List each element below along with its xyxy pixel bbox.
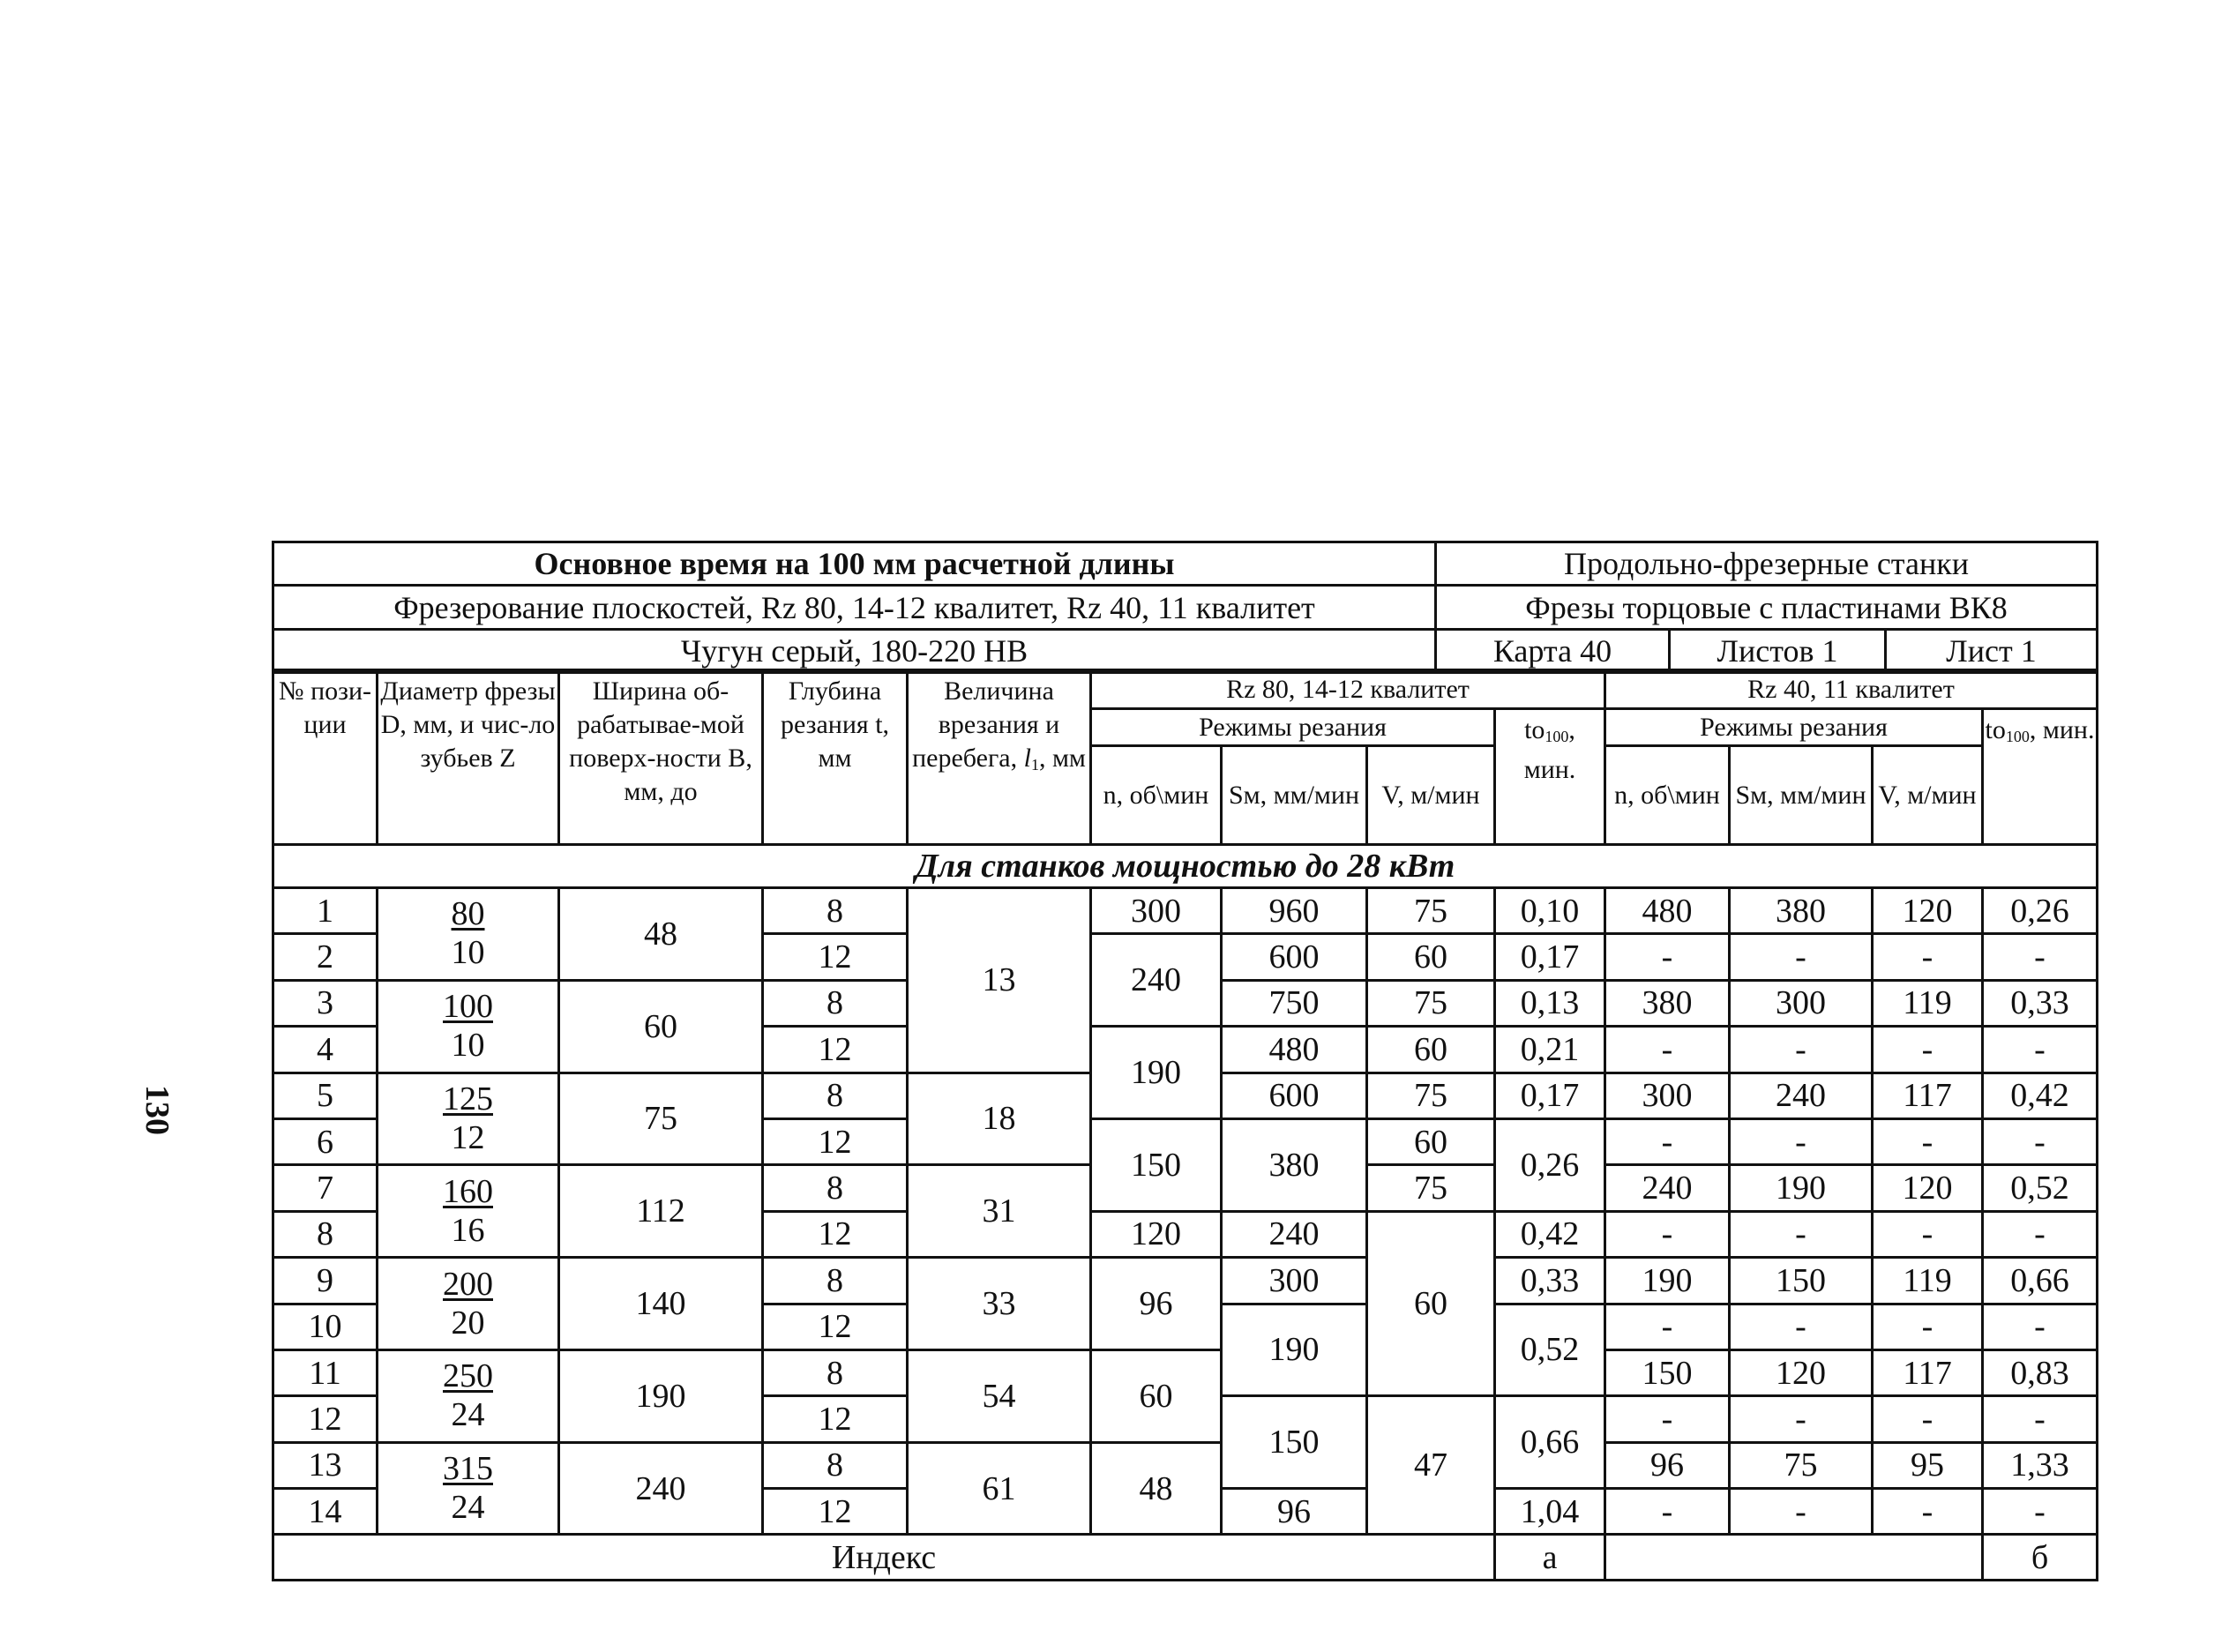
to-b-cell: -: [1983, 1211, 2098, 1257]
depth-cell: 8: [763, 1073, 908, 1118]
depth-cell: 8: [763, 888, 908, 934]
title-material: Чугун серый, 180-220 НВ: [273, 630, 1436, 673]
s-a-cell: 300: [1222, 1258, 1367, 1304]
s-b-cell: 75: [1730, 1442, 1873, 1488]
v-b-cell: -: [1873, 934, 1983, 980]
to-b-cell: 0,52: [1983, 1165, 2098, 1211]
n-b-cell: -: [1605, 934, 1730, 980]
modes-header-b: Режимы резания: [1605, 709, 1983, 746]
col-header-s-a: Sм, мм/мин: [1222, 746, 1367, 845]
diameter-cell: $\frac{160}{16}$: [378, 1165, 559, 1258]
width-cell: 190: [559, 1349, 763, 1442]
v-b-cell: -: [1873, 1027, 1983, 1073]
diameter-cell: $\frac{250}{24}$: [378, 1349, 559, 1442]
n-a-cell: 48: [1091, 1442, 1222, 1535]
cut-length-cell: 54: [908, 1349, 1091, 1442]
s-b-cell: 150: [1730, 1258, 1873, 1304]
col-header-n-a: n, об\мин: [1091, 746, 1222, 845]
n-b-cell: -: [1605, 1489, 1730, 1535]
sheets-total: Листов 1: [1670, 630, 1886, 673]
index-b: б: [1983, 1535, 2098, 1581]
pos-cell: 7: [273, 1165, 378, 1211]
page-number: 130: [138, 1085, 176, 1135]
v-b-cell: 119: [1873, 1258, 1983, 1304]
depth-cell: 12: [763, 934, 908, 980]
depth-cell: 8: [763, 1258, 908, 1304]
diameter-cell: $\frac{200}{20}$: [378, 1258, 559, 1350]
width-cell: 75: [559, 1073, 763, 1165]
s-b-cell: 190: [1730, 1165, 1873, 1211]
v-b-cell: 120: [1873, 1165, 1983, 1211]
diameter-cell: $\frac{100}{10}$: [378, 980, 559, 1073]
v-a-cell: 75: [1367, 888, 1495, 934]
v-a-cell: 75: [1367, 1165, 1495, 1211]
n-a-cell: 96: [1091, 1258, 1222, 1350]
s-a-cell: 600: [1222, 934, 1367, 980]
to-a-cell: 0,21: [1495, 1027, 1605, 1073]
n-b-cell: 96: [1605, 1442, 1730, 1488]
v-b-cell: 117: [1873, 1349, 1983, 1395]
width-cell: 112: [559, 1165, 763, 1258]
s-b-cell: -: [1730, 1118, 1873, 1164]
section-title: Для станков мощностью до 28 кВт: [273, 845, 2098, 888]
pos-cell: 5: [273, 1073, 378, 1118]
to-b-cell: 0,33: [1983, 980, 2098, 1026]
to-a-cell: 0,66: [1495, 1396, 1605, 1489]
col-header-width: Ширина об-рабатывае-мой поверх-ности В, мм, до: [559, 670, 763, 845]
to-a-cell: 0,13: [1495, 980, 1605, 1026]
modes-header-a: Режимы резания: [1091, 709, 1495, 746]
title-main: Основное время на 100 мм расчетной длины: [273, 542, 1436, 586]
index-label: Индекс: [273, 1535, 1495, 1581]
to-a-cell: 0,10: [1495, 888, 1605, 934]
to-a-cell: 0,17: [1495, 934, 1605, 980]
pos-cell: 8: [273, 1211, 378, 1257]
s-b-cell: 120: [1730, 1349, 1873, 1395]
depth-cell: 12: [763, 1027, 908, 1073]
depth-cell: 12: [763, 1396, 908, 1442]
n-b-cell: -: [1605, 1211, 1730, 1257]
col-header-cut-length: Величина врезания и перебега, $l_1$, мм: [908, 670, 1091, 845]
depth-cell: 12: [763, 1118, 908, 1164]
n-b-cell: 150: [1605, 1349, 1730, 1395]
col-header-to-a: $to_{100}$, мин.: [1495, 709, 1605, 845]
s-a-cell: 240: [1222, 1211, 1367, 1257]
n-a-cell: 240: [1091, 934, 1222, 1027]
cut-length-cell: 13: [908, 888, 1091, 1073]
to-b-cell: 0,42: [1983, 1073, 2098, 1118]
v-a-cell: 47: [1367, 1396, 1495, 1535]
col-header-n-b: n, об\мин: [1605, 746, 1730, 845]
s-b-cell: -: [1730, 1396, 1873, 1442]
index-empty: [1605, 1535, 1983, 1581]
v-b-cell: -: [1873, 1118, 1983, 1164]
s-a-cell: 750: [1222, 980, 1367, 1026]
to-a-cell: 0,42: [1495, 1211, 1605, 1257]
pos-cell: 14: [273, 1489, 378, 1535]
card-number: Карта 40: [1436, 630, 1670, 673]
sheet-number: Лист 1: [1886, 630, 2098, 673]
width-cell: 140: [559, 1258, 763, 1350]
to-b-cell: 0,66: [1983, 1258, 2098, 1304]
col-header-pos: № пози-ции: [273, 670, 378, 845]
col-header-to-b: $to_{100}$, мин.: [1983, 709, 2098, 845]
v-b-cell: 120: [1873, 888, 1983, 934]
col-header-diameter: Диаметр фрезы D, мм, и чис-ло зубьев Z: [378, 670, 559, 845]
tool-type: Фрезы торцовые с пластинами ВК8: [1436, 586, 2098, 630]
v-b-cell: -: [1873, 1304, 1983, 1349]
pos-cell: 4: [273, 1027, 378, 1073]
n-b-cell: -: [1605, 1304, 1730, 1349]
to-b-cell: -: [1983, 934, 2098, 980]
v-b-cell: -: [1873, 1489, 1983, 1535]
to-a-cell: 0,33: [1495, 1258, 1605, 1304]
depth-cell: 8: [763, 980, 908, 1026]
pos-cell: 11: [273, 1349, 378, 1395]
to-a-cell: 1,04: [1495, 1489, 1605, 1535]
n-a-cell: 300: [1091, 888, 1222, 934]
n-b-cell: 300: [1605, 1073, 1730, 1118]
depth-cell: 12: [763, 1489, 908, 1535]
n-b-cell: -: [1605, 1118, 1730, 1164]
n-b-cell: 480: [1605, 888, 1730, 934]
n-b-cell: 240: [1605, 1165, 1730, 1211]
s-a-cell: 380: [1222, 1118, 1367, 1211]
width-cell: 240: [559, 1442, 763, 1535]
v-b-cell: 117: [1873, 1073, 1983, 1118]
v-b-cell: -: [1873, 1211, 1983, 1257]
to-a-cell: 0,52: [1495, 1304, 1605, 1396]
s-a-cell: 960: [1222, 888, 1367, 934]
col-header-v-b: V, м/мин: [1873, 746, 1983, 845]
to-b-cell: 0,26: [1983, 888, 2098, 934]
to-b-cell: -: [1983, 1396, 2098, 1442]
pos-cell: 13: [273, 1442, 378, 1488]
title-operation: Фрезерование плоскостей, Rz 80, 14-12 квалитет, Rz 40, 11 квалитет: [273, 586, 1436, 630]
pos-cell: 2: [273, 934, 378, 980]
to-b-cell: -: [1983, 1027, 2098, 1073]
s-b-cell: -: [1730, 1027, 1873, 1073]
diameter-cell: $\frac{80}{10}$: [378, 888, 559, 981]
pos-cell: 1: [273, 888, 378, 934]
to-b-cell: 1,33: [1983, 1442, 2098, 1488]
to-b-cell: -: [1983, 1489, 2098, 1535]
diameter-cell: $\frac{125}{12}$: [378, 1073, 559, 1165]
s-a-cell: 150: [1222, 1396, 1367, 1489]
s-b-cell: -: [1730, 934, 1873, 980]
n-b-cell: 380: [1605, 980, 1730, 1026]
v-a-cell: 60: [1367, 934, 1495, 980]
width-cell: 60: [559, 980, 763, 1073]
depth-cell: 8: [763, 1442, 908, 1488]
to-b-cell: 0,83: [1983, 1349, 2098, 1395]
n-a-cell: 150: [1091, 1118, 1222, 1211]
n-b-cell: -: [1605, 1027, 1730, 1073]
v-a-cell: 60: [1367, 1118, 1495, 1164]
v-a-cell: 75: [1367, 1073, 1495, 1118]
v-b-cell: 95: [1873, 1442, 1983, 1488]
v-b-cell: 119: [1873, 980, 1983, 1026]
n-a-cell: 60: [1091, 1349, 1222, 1442]
depth-cell: 8: [763, 1349, 908, 1395]
s-a-cell: 96: [1222, 1489, 1367, 1535]
pos-cell: 10: [273, 1304, 378, 1349]
n-a-cell: 190: [1091, 1027, 1222, 1119]
s-a-cell: 480: [1222, 1027, 1367, 1073]
s-b-cell: 300: [1730, 980, 1873, 1026]
s-b-cell: 380: [1730, 888, 1873, 934]
to-b-cell: -: [1983, 1304, 2098, 1349]
s-b-cell: -: [1730, 1489, 1873, 1535]
n-b-cell: 190: [1605, 1258, 1730, 1304]
depth-cell: 12: [763, 1304, 908, 1349]
pos-cell: 9: [273, 1258, 378, 1304]
to-a-cell: 0,17: [1495, 1073, 1605, 1118]
v-a-cell: 75: [1367, 980, 1495, 1026]
pos-cell: 6: [273, 1118, 378, 1164]
diameter-cell: $\frac{315}{24}$: [378, 1442, 559, 1535]
cut-length-cell: 31: [908, 1165, 1091, 1258]
col-header-depth: Глубина резания t, мм: [763, 670, 908, 845]
to-a-cell: 0,26: [1495, 1118, 1605, 1211]
index-a: а: [1495, 1535, 1605, 1581]
group-header-rz80: Rz 80, 14-12 квалитет: [1091, 670, 1605, 709]
pos-cell: 3: [273, 980, 378, 1026]
data-table: [272, 669, 2098, 1581]
cut-length-cell: 61: [908, 1442, 1091, 1535]
s-a-cell: 190: [1222, 1304, 1367, 1396]
n-a-cell: 120: [1091, 1211, 1222, 1257]
s-b-cell: -: [1730, 1211, 1873, 1257]
cut-length-cell: 33: [908, 1258, 1091, 1350]
v-b-cell: -: [1873, 1396, 1983, 1442]
v-a-cell: 60: [1367, 1211, 1495, 1396]
s-b-cell: -: [1730, 1304, 1873, 1349]
depth-cell: 12: [763, 1211, 908, 1257]
depth-cell: 8: [763, 1165, 908, 1211]
n-b-cell: -: [1605, 1396, 1730, 1442]
s-b-cell: 240: [1730, 1073, 1873, 1118]
group-header-rz40: Rz 40, 11 квалитет: [1605, 670, 2098, 709]
col-header-v-a: V, м/мин: [1367, 746, 1495, 845]
to-b-cell: -: [1983, 1118, 2098, 1164]
width-cell: 48: [559, 888, 763, 981]
v-a-cell: 60: [1367, 1027, 1495, 1073]
s-a-cell: 600: [1222, 1073, 1367, 1118]
card-header: [272, 541, 2098, 674]
pos-cell: 12: [273, 1396, 378, 1442]
col-header-s-b: Sм, мм/мин: [1730, 746, 1873, 845]
machine-type: Продольно-фрезерные станки: [1436, 542, 2098, 586]
cut-length-cell: 18: [908, 1073, 1091, 1165]
